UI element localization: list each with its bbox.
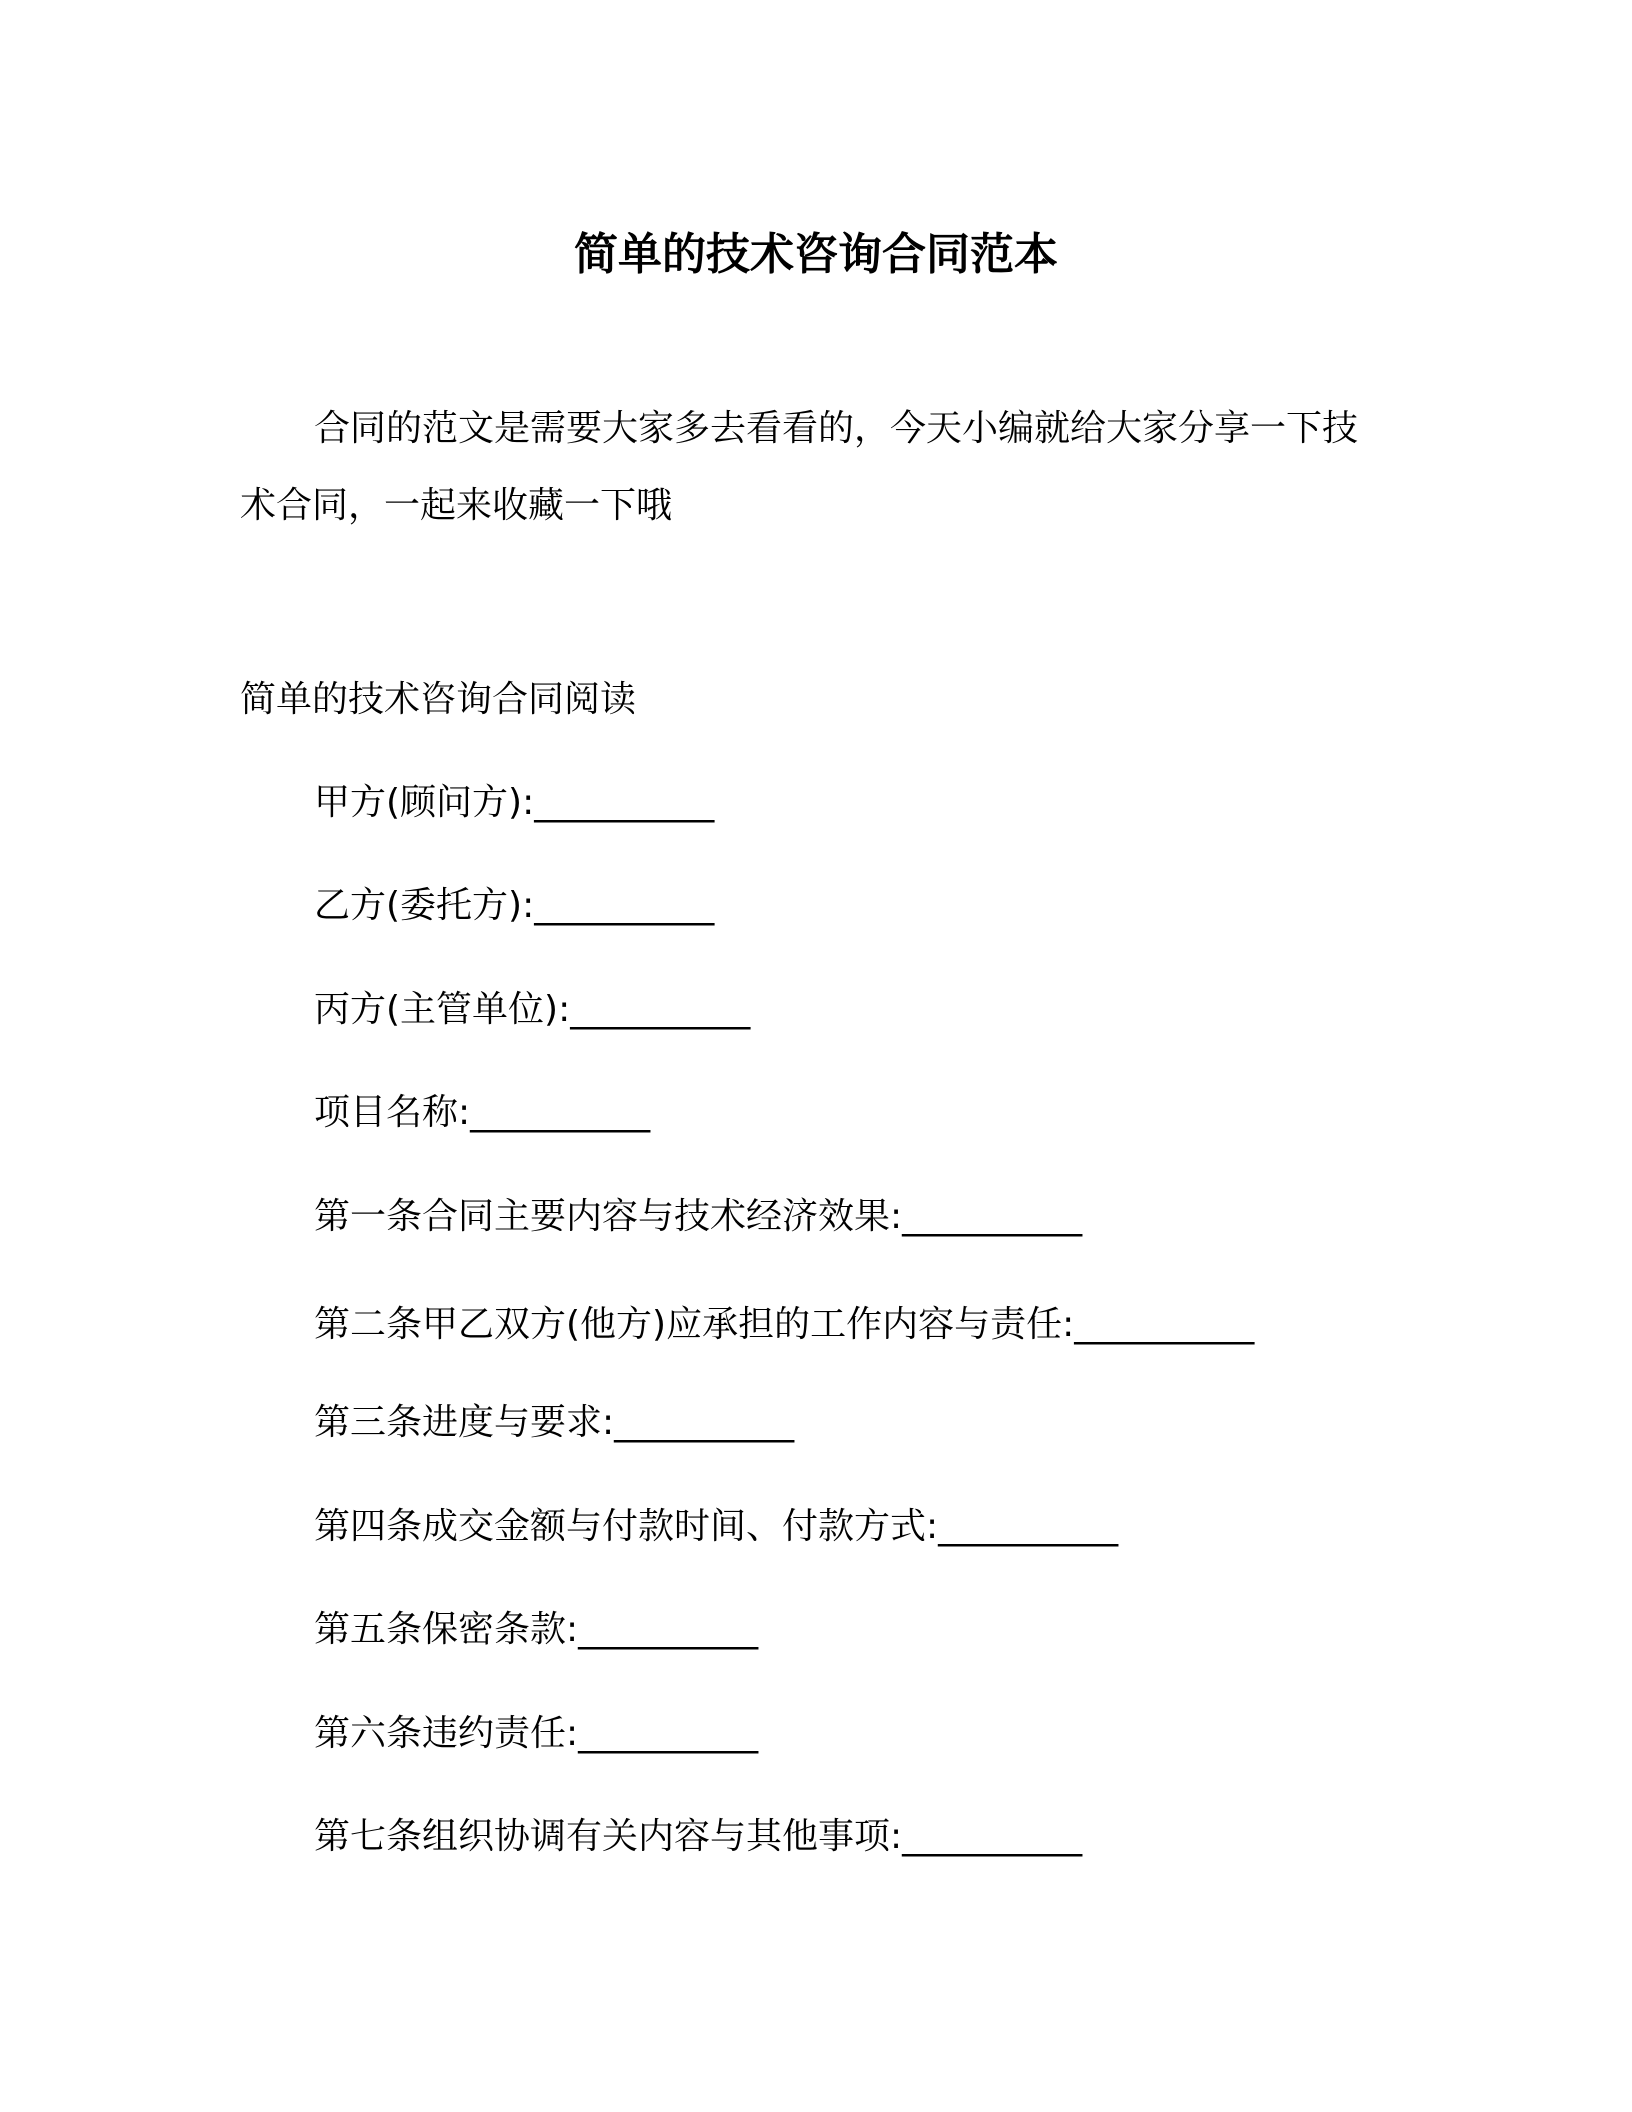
intro-paragraph: 合同的范文是需要大家多去看看的，今天小编就给大家分享一下技术合同，一起来收藏一下哦 <box>240 408 1359 526</box>
article-4: 第四条成交金额与付款时间、付款方式:__________ <box>314 1506 1119 1547</box>
article-7: 第七条组织协调有关内容与其他事项:__________ <box>314 1816 1083 1857</box>
field-project-name: 项目名称:__________ <box>314 1092 651 1133</box>
article-5: 第五条保密条款:__________ <box>314 1609 759 1650</box>
section-heading: 简单的技术咨询合同阅读 <box>240 679 637 720</box>
document-title: 简单的技术咨询合同范本 <box>574 229 1058 280</box>
article-1: 第一条合同主要内容与技术经济效果:__________ <box>314 1196 1083 1237</box>
field-party-a: 甲方(顾问方):__________ <box>314 782 715 823</box>
field-party-b: 乙方(委托方):__________ <box>314 885 715 926</box>
article-3: 第三条进度与要求:__________ <box>314 1402 795 1443</box>
article-6: 第六条违约责任:__________ <box>314 1713 759 1754</box>
field-party-c: 丙方(主管单位):__________ <box>314 989 751 1030</box>
article-2: 第二条甲乙双方(他方)应承担的工作内容与责任:__________ <box>314 1304 1255 1345</box>
